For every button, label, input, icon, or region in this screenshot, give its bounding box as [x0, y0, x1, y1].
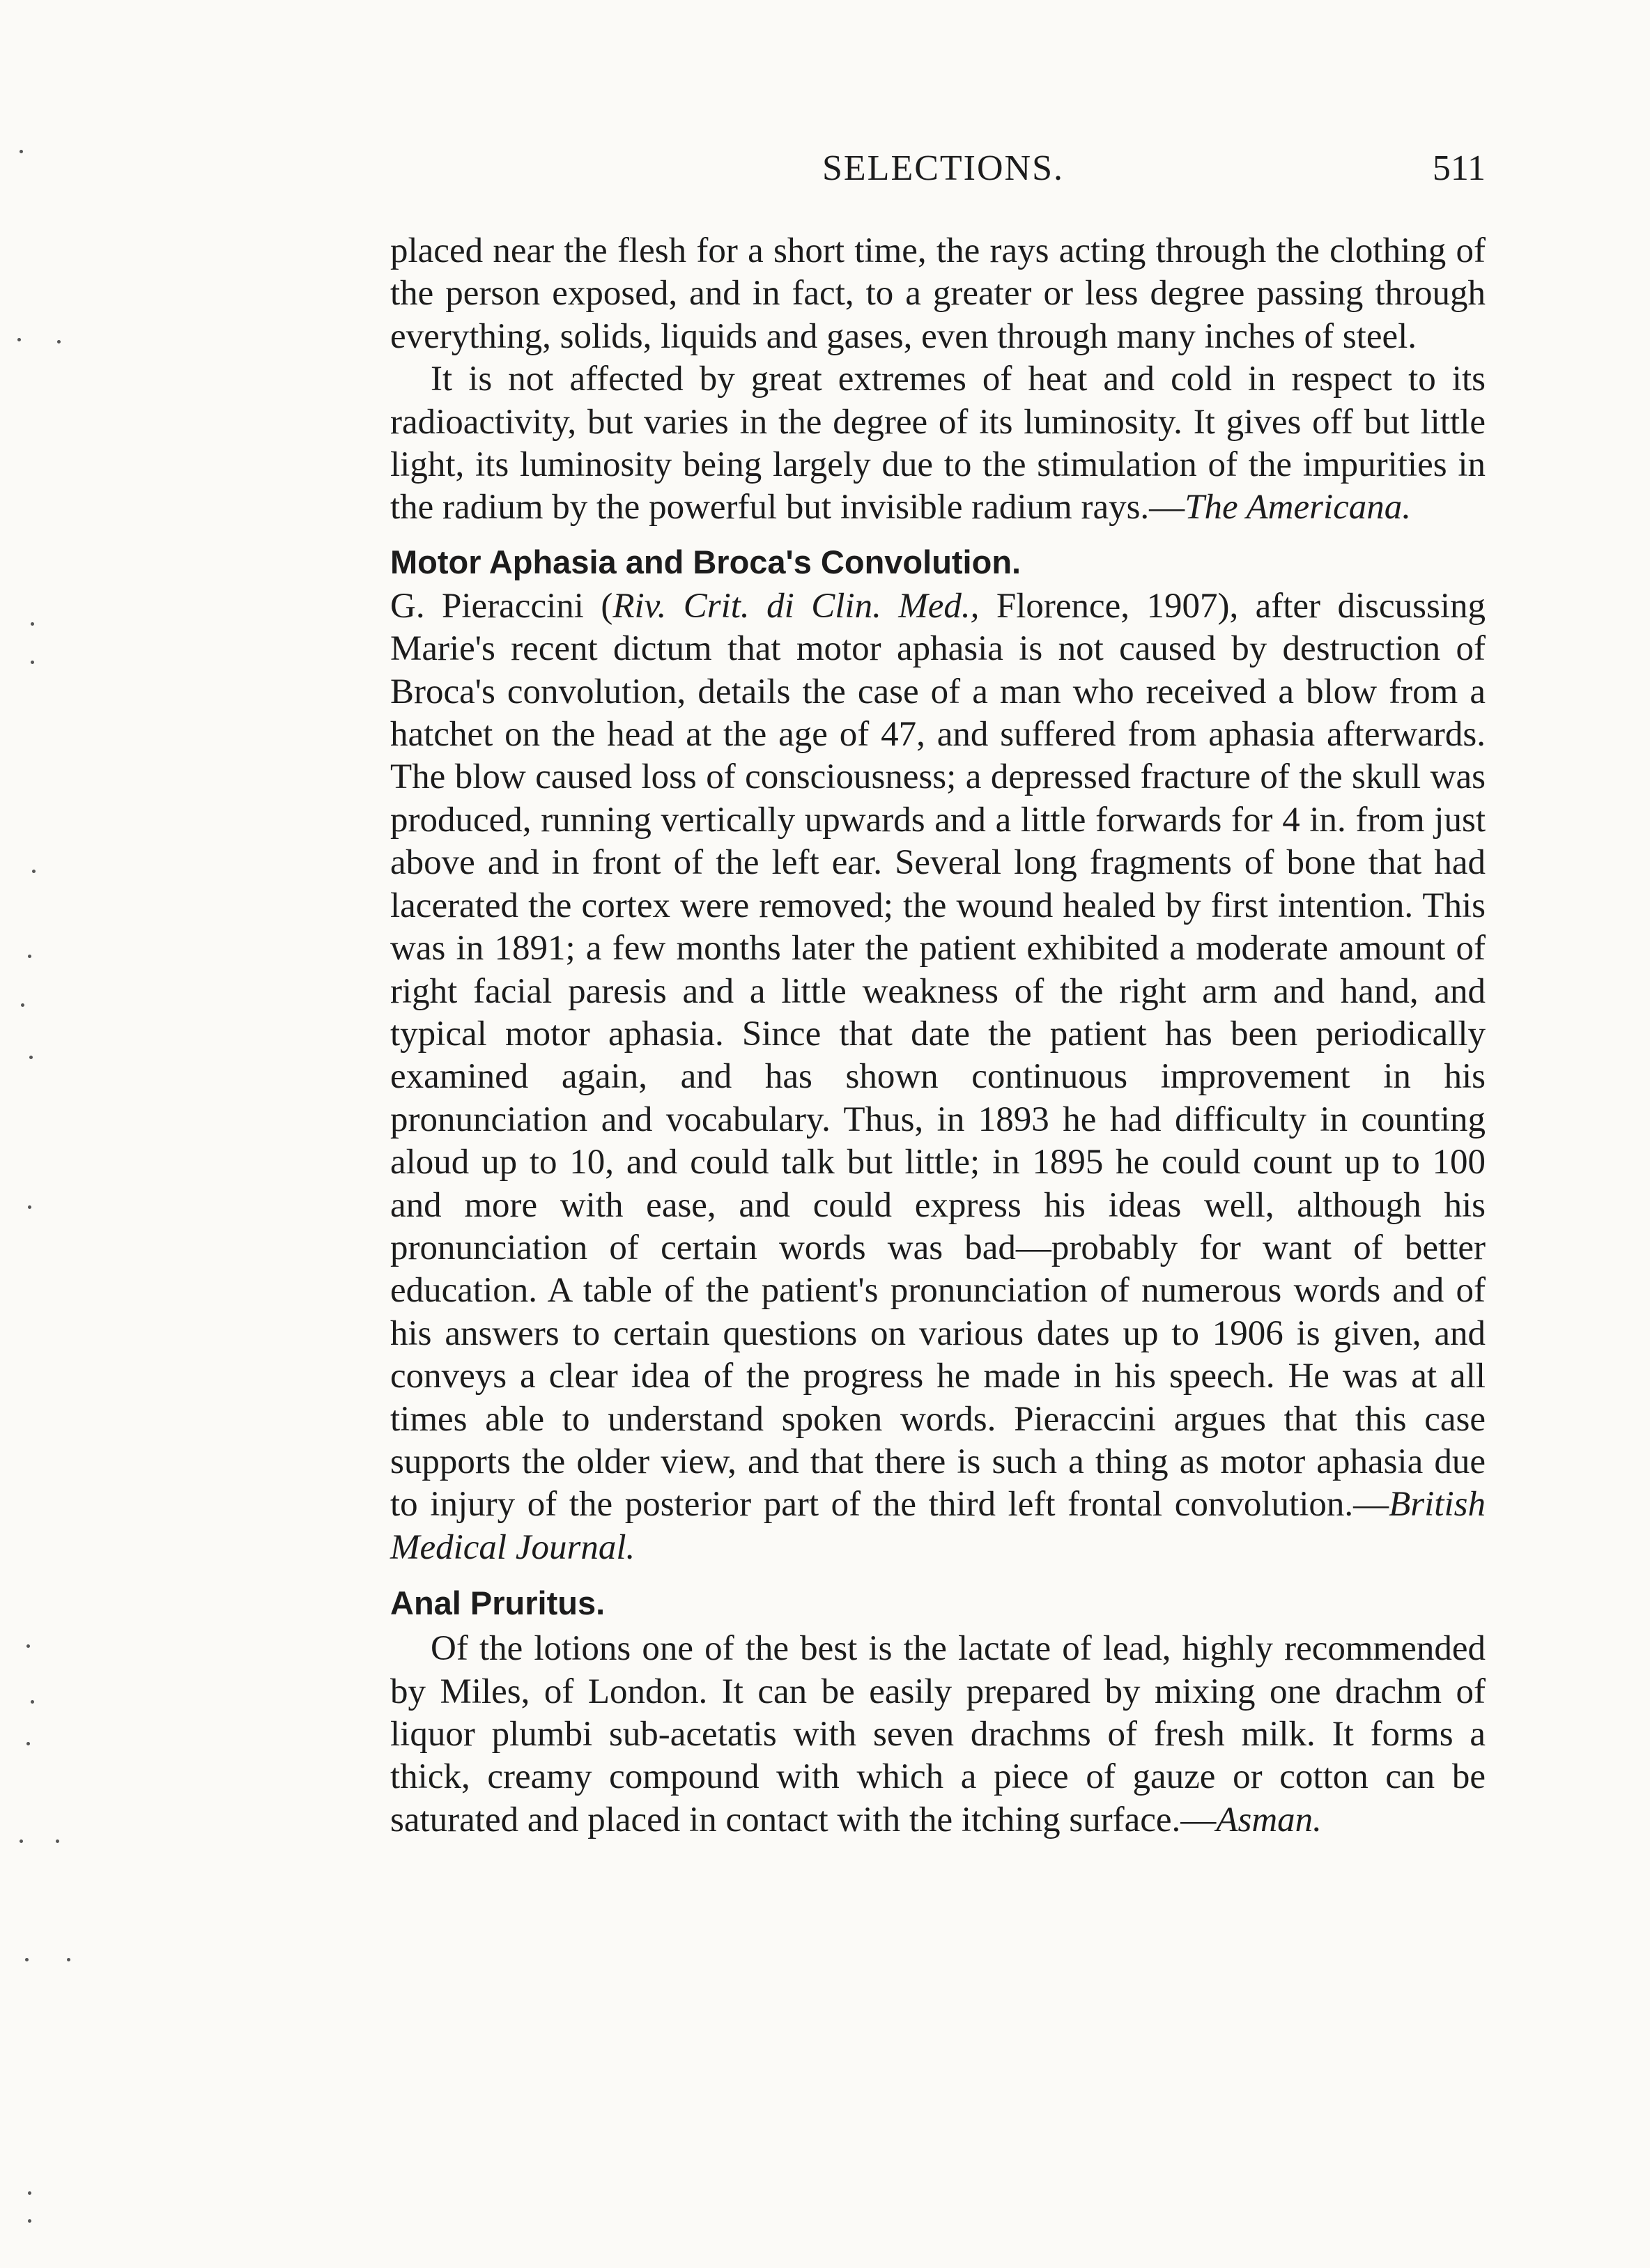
aphasia-journal: Riv. Crit. di Clin. Med.,: [612, 586, 980, 626]
margin-specks: [0, 0, 84, 2268]
aphasia-author: G. Pieraccini (: [390, 586, 613, 626]
ink-speck: [67, 1958, 70, 1961]
ink-speck: [29, 1056, 33, 1059]
ink-speck: [57, 340, 61, 344]
ink-speck: [32, 870, 36, 873]
radium-paragraph-2-text: It is not affected by great extremes of heat and cold in respect to its radioactivity, but varies in the degree of its luminosity. It gives off but little light, its luminosity being largely due to the stimulation of the impurities in the radium by the powerful but invisible radium rays.—: [390, 360, 1486, 527]
ink-speck: [31, 661, 34, 664]
pruritus-heading: Anal Pruritus.: [390, 1584, 606, 1622]
ink-speck: [31, 622, 34, 626]
pruritus-source: Asman.: [1216, 1800, 1322, 1839]
aphasia-heading: Motor Aphasia and Broca's Convolution.: [390, 543, 1021, 580]
ink-speck: [28, 2219, 31, 2223]
radium-paragraph-2: [390, 358, 1486, 530]
radium-paragraph-1: placed near the flesh for a short time, the rays acting through the clothing of the person exposed, and in fact, to a greater or less degree passing through everything, solids, liquids and gases, even through many inches of steel.: [390, 231, 1486, 356]
pruritus-paragraph: [390, 1628, 1486, 1842]
page-number: 511: [1432, 148, 1486, 188]
ink-speck: [28, 2191, 31, 2195]
ink-speck: [28, 1205, 31, 1209]
ink-speck: [17, 338, 21, 341]
aphasia-source: British Medical Journal.: [390, 1485, 1486, 1567]
ink-speck: [25, 1958, 29, 1961]
ink-speck: [26, 1644, 30, 1648]
ink-speck: [56, 1839, 59, 1843]
running-head: [390, 148, 1486, 196]
ink-speck: [26, 1742, 30, 1745]
ink-speck: [31, 1700, 34, 1704]
ink-speck: [21, 1003, 24, 1007]
aphasia-text: Florence, 1907), after discussing Marie's recent dictum that motor aphasia is not caused by destruction of Broca's convolution, details the case of a man who received a blow from a hatchet on the head at the age of 47, and suffered from aphasia afterwards. The blow caused loss of consciousness; a depressed fracture of the skull was produced, running vertically upwards and a little forwards for 4 in. from just above and in front of the left ear. Several long fragments of bone that had lacerated the cortex were removed; the wound healed by first intention. This was in 1891; a few months later the patient exhibited a moderate amount of right facial paresis and a little weakness of the right arm and hand, and typical motor aphasia. Since that date the patient has been periodically examined again, and has shown continuous improvement in his pronunciation and vocabulary. Thus, in 1893 he had difficulty in counting aloud up to 10, and could talk but little; in 1895 he could count up to 100 and more with ease, and could express his ideas well, although his pronunciation of certain words was bad—probably for want of better education. A table of the patient's pronunciation of numerous words and of his answers to certain questions on various dates up to 1906 is given, and conveys a clear idea of the progress he made in his speech. He was at all times able to understand spoken words. Pieraccini argues that this case supports the older view, and that there is such a thing as motor aphasia due to injury of the posterior part of the third left frontal convolution.—: [390, 586, 1486, 1525]
running-title: SELECTIONS.: [822, 148, 1064, 188]
aphasia-paragraph: [390, 585, 1486, 1569]
body-column: [390, 230, 1486, 1842]
pruritus-text: Of the lotions one of the best is the lactate of lead, highly recommended by Miles, of London. It can be easily prepared by mixing one drachm of liquor plumbi sub-acetatis with seven drachms of fresh milk. It forms a thick, creamy compound with which a piece of gauze or cotton can be saturated and placed in contact with the itching surface.—: [390, 1629, 1486, 1839]
ink-speck: [20, 1839, 23, 1843]
radium-source: The Americana.: [1185, 488, 1412, 527]
ink-speck: [28, 955, 31, 958]
ink-speck: [20, 150, 23, 153]
